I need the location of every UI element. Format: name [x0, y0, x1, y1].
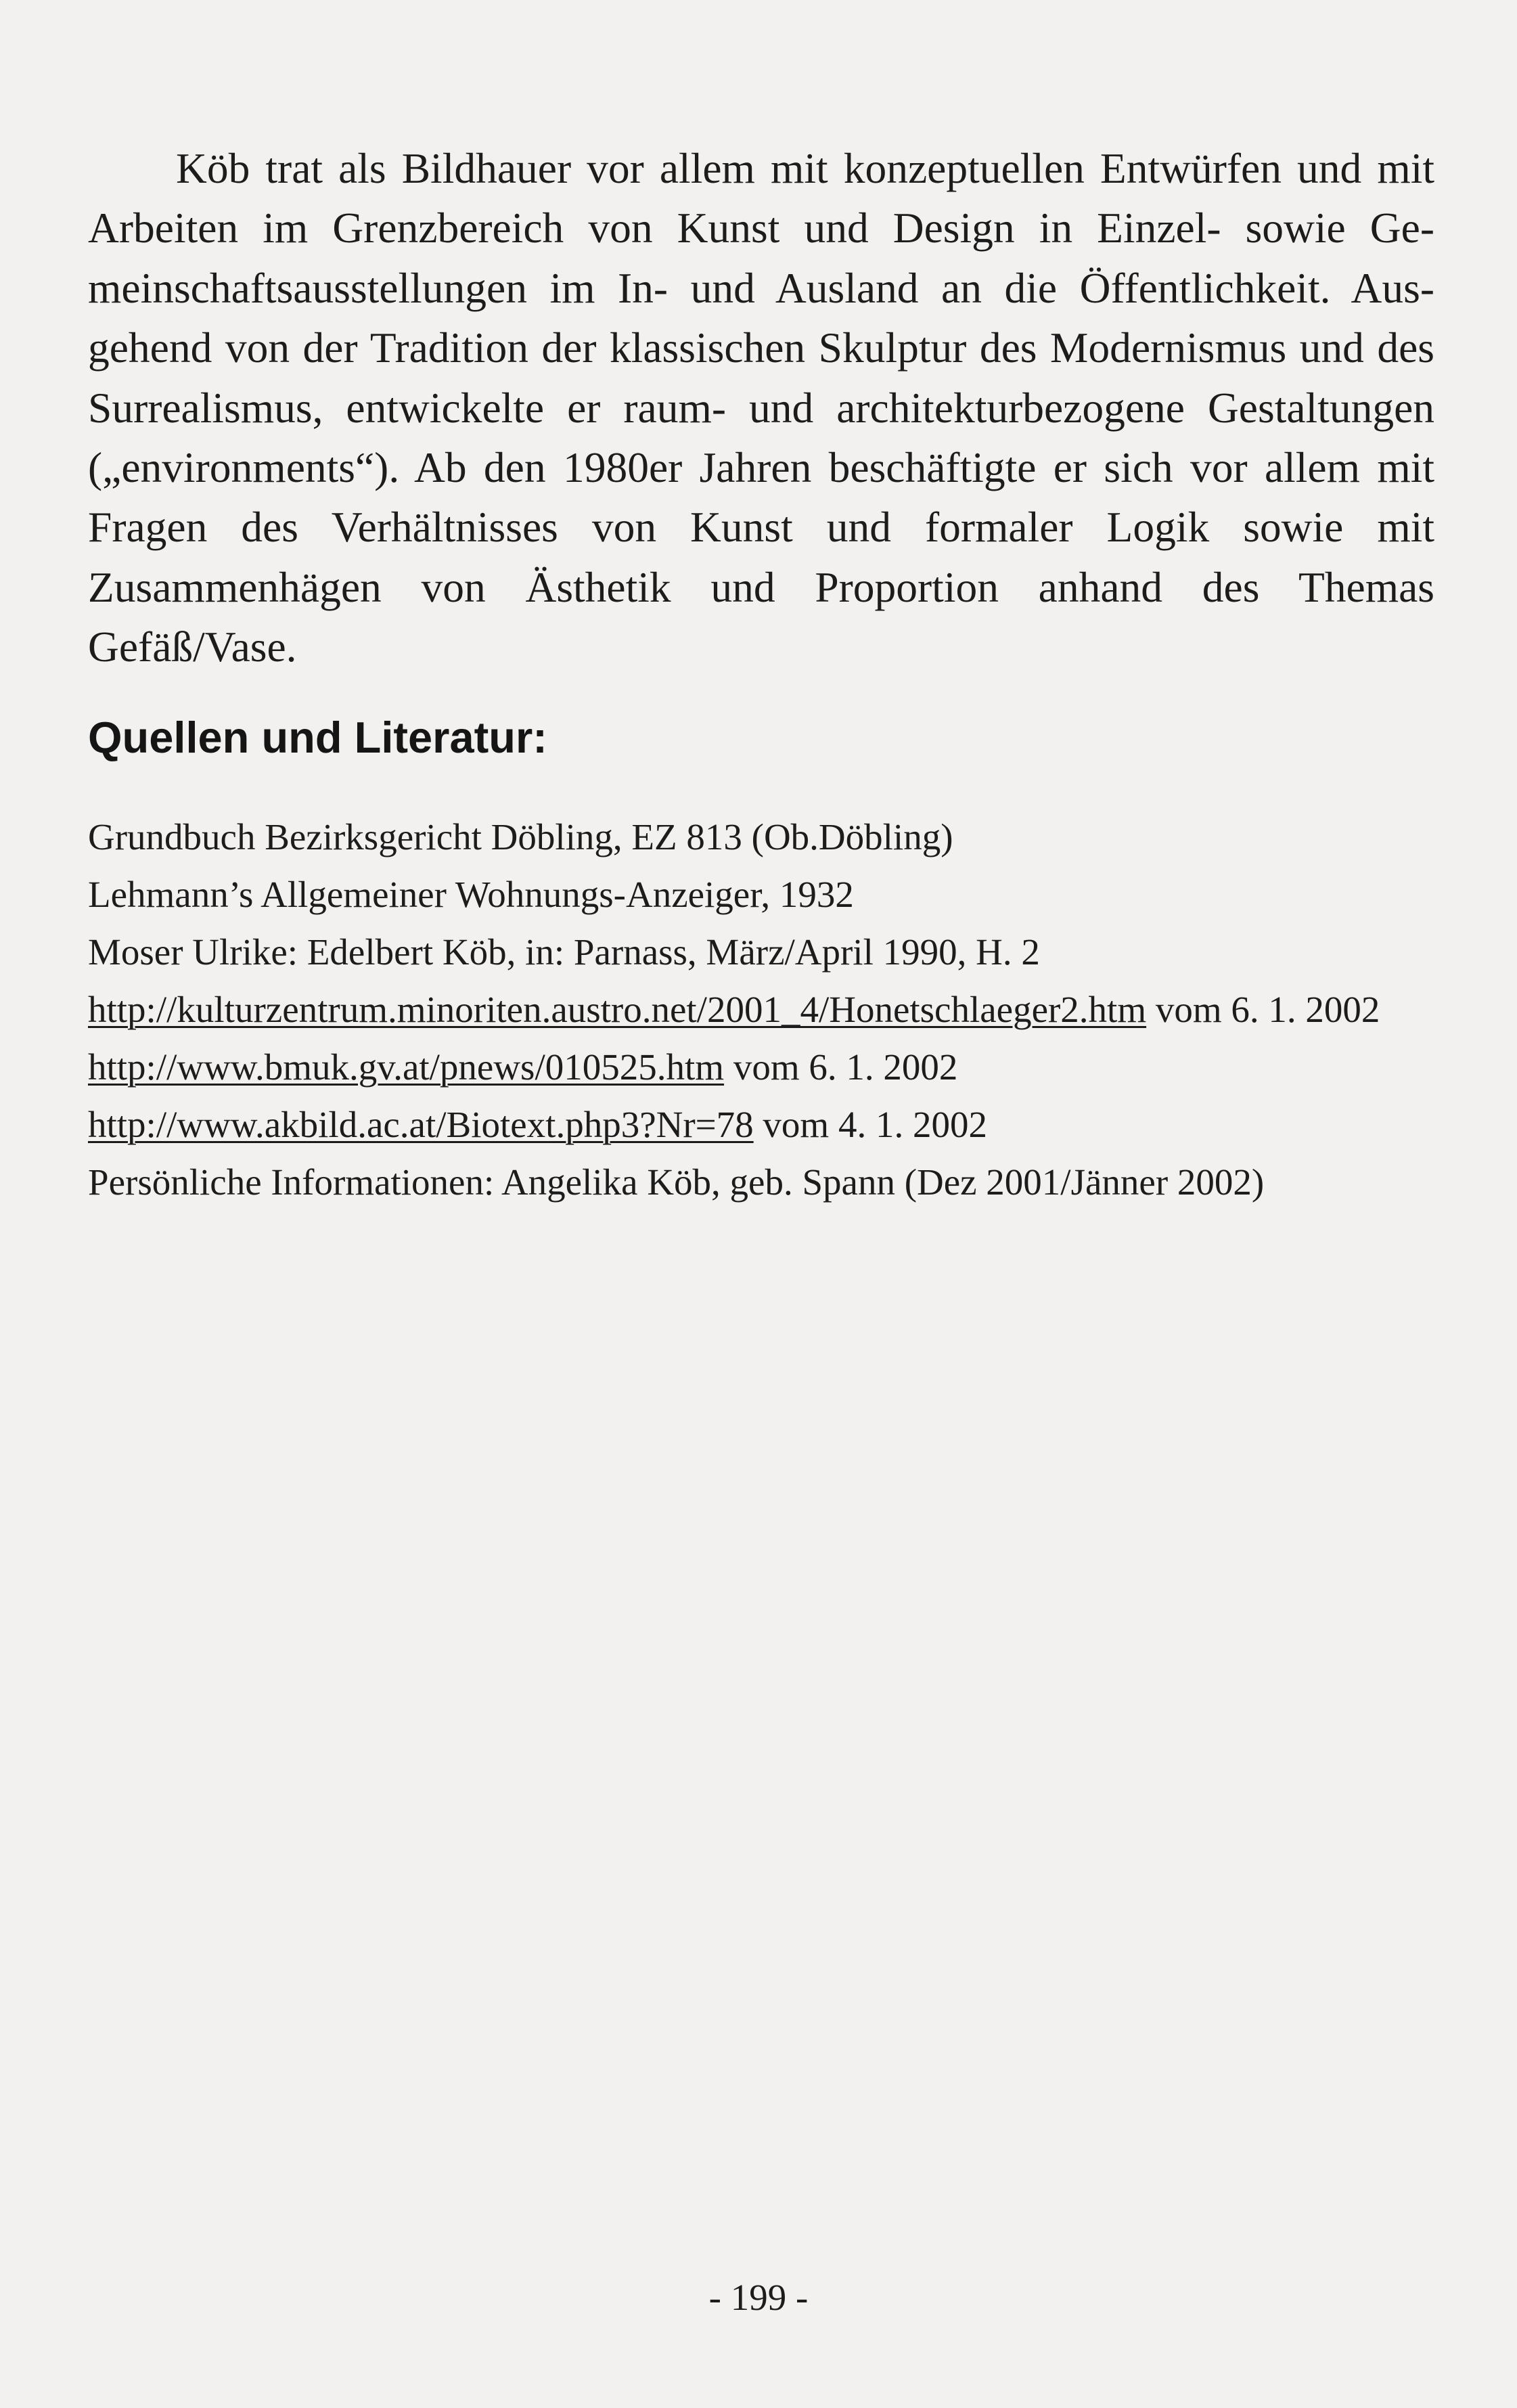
body-paragraph: Köb trat als Bildhauer vor allem mit konzeptuellen Entwürfen und mit Arbeiten im Grenzbereich von Kunst und Design in Einzel- sowie Gemeinschaftsausstellungen im In- und Ausland an die Öffentlichkeit. Ausgehend von der Tradition der klassischen Skulptur des Modernismus und des Surrealismus, entwickelte er raum- und architekturbezogene Gestaltungen („environments“). Ab den 1980er Jahren beschäftigte er sich vor allem mit Fragen des Verhältnisses von Kunst und formaler Logik sowie mit Zusammenhägen von Ästhetik und Proportion anhand des Themas Gefäß/Vase. — [88, 144, 1434, 671]
source-item — [88, 1042, 1434, 1092]
source-text: Persönliche Informationen: Angelika Köb, geb. Spann (Dez 2001/Jänner 2002) — [88, 1161, 1265, 1203]
source-item — [88, 1100, 1434, 1149]
source-item — [88, 1157, 1434, 1207]
source-text: Grundbuch Bezirksgericht Döbling, EZ 813 (Ob.Döbling) — [88, 816, 953, 857]
source-item — [88, 927, 1434, 977]
source-item — [88, 812, 1434, 862]
source-link[interactable]: http://www.bmuk.gv.at/pnews/010525.htm — [88, 1046, 725, 1088]
section-heading: Quellen und Literatur: — [88, 713, 547, 762]
source-date: vom 4. 1. 2002 — [753, 1104, 987, 1145]
source-text: Moser Ulrike: Edelbert Köb, in: Parnass, März/April 1990, H. 2 — [88, 931, 1040, 973]
source-date: vom 6. 1. 2002 — [1146, 989, 1380, 1030]
sources-list — [88, 812, 1434, 1215]
source-link[interactable]: http://www.akbild.ac.at/Biotext.php3?Nr=78 — [88, 1104, 754, 1145]
source-text: Lehmann’s Allgemeiner Wohnungs-Anzeiger, 1932 — [88, 874, 854, 915]
source-link[interactable]: http://kulturzentrum.minoriten.austro.net/2001_4/Honetschlaeger2.htm — [88, 989, 1147, 1030]
source-date: vom 6. 1. 2002 — [724, 1046, 958, 1088]
source-item — [88, 985, 1434, 1034]
page-number: - 199 - — [708, 2277, 809, 2318]
source-item — [88, 870, 1434, 919]
